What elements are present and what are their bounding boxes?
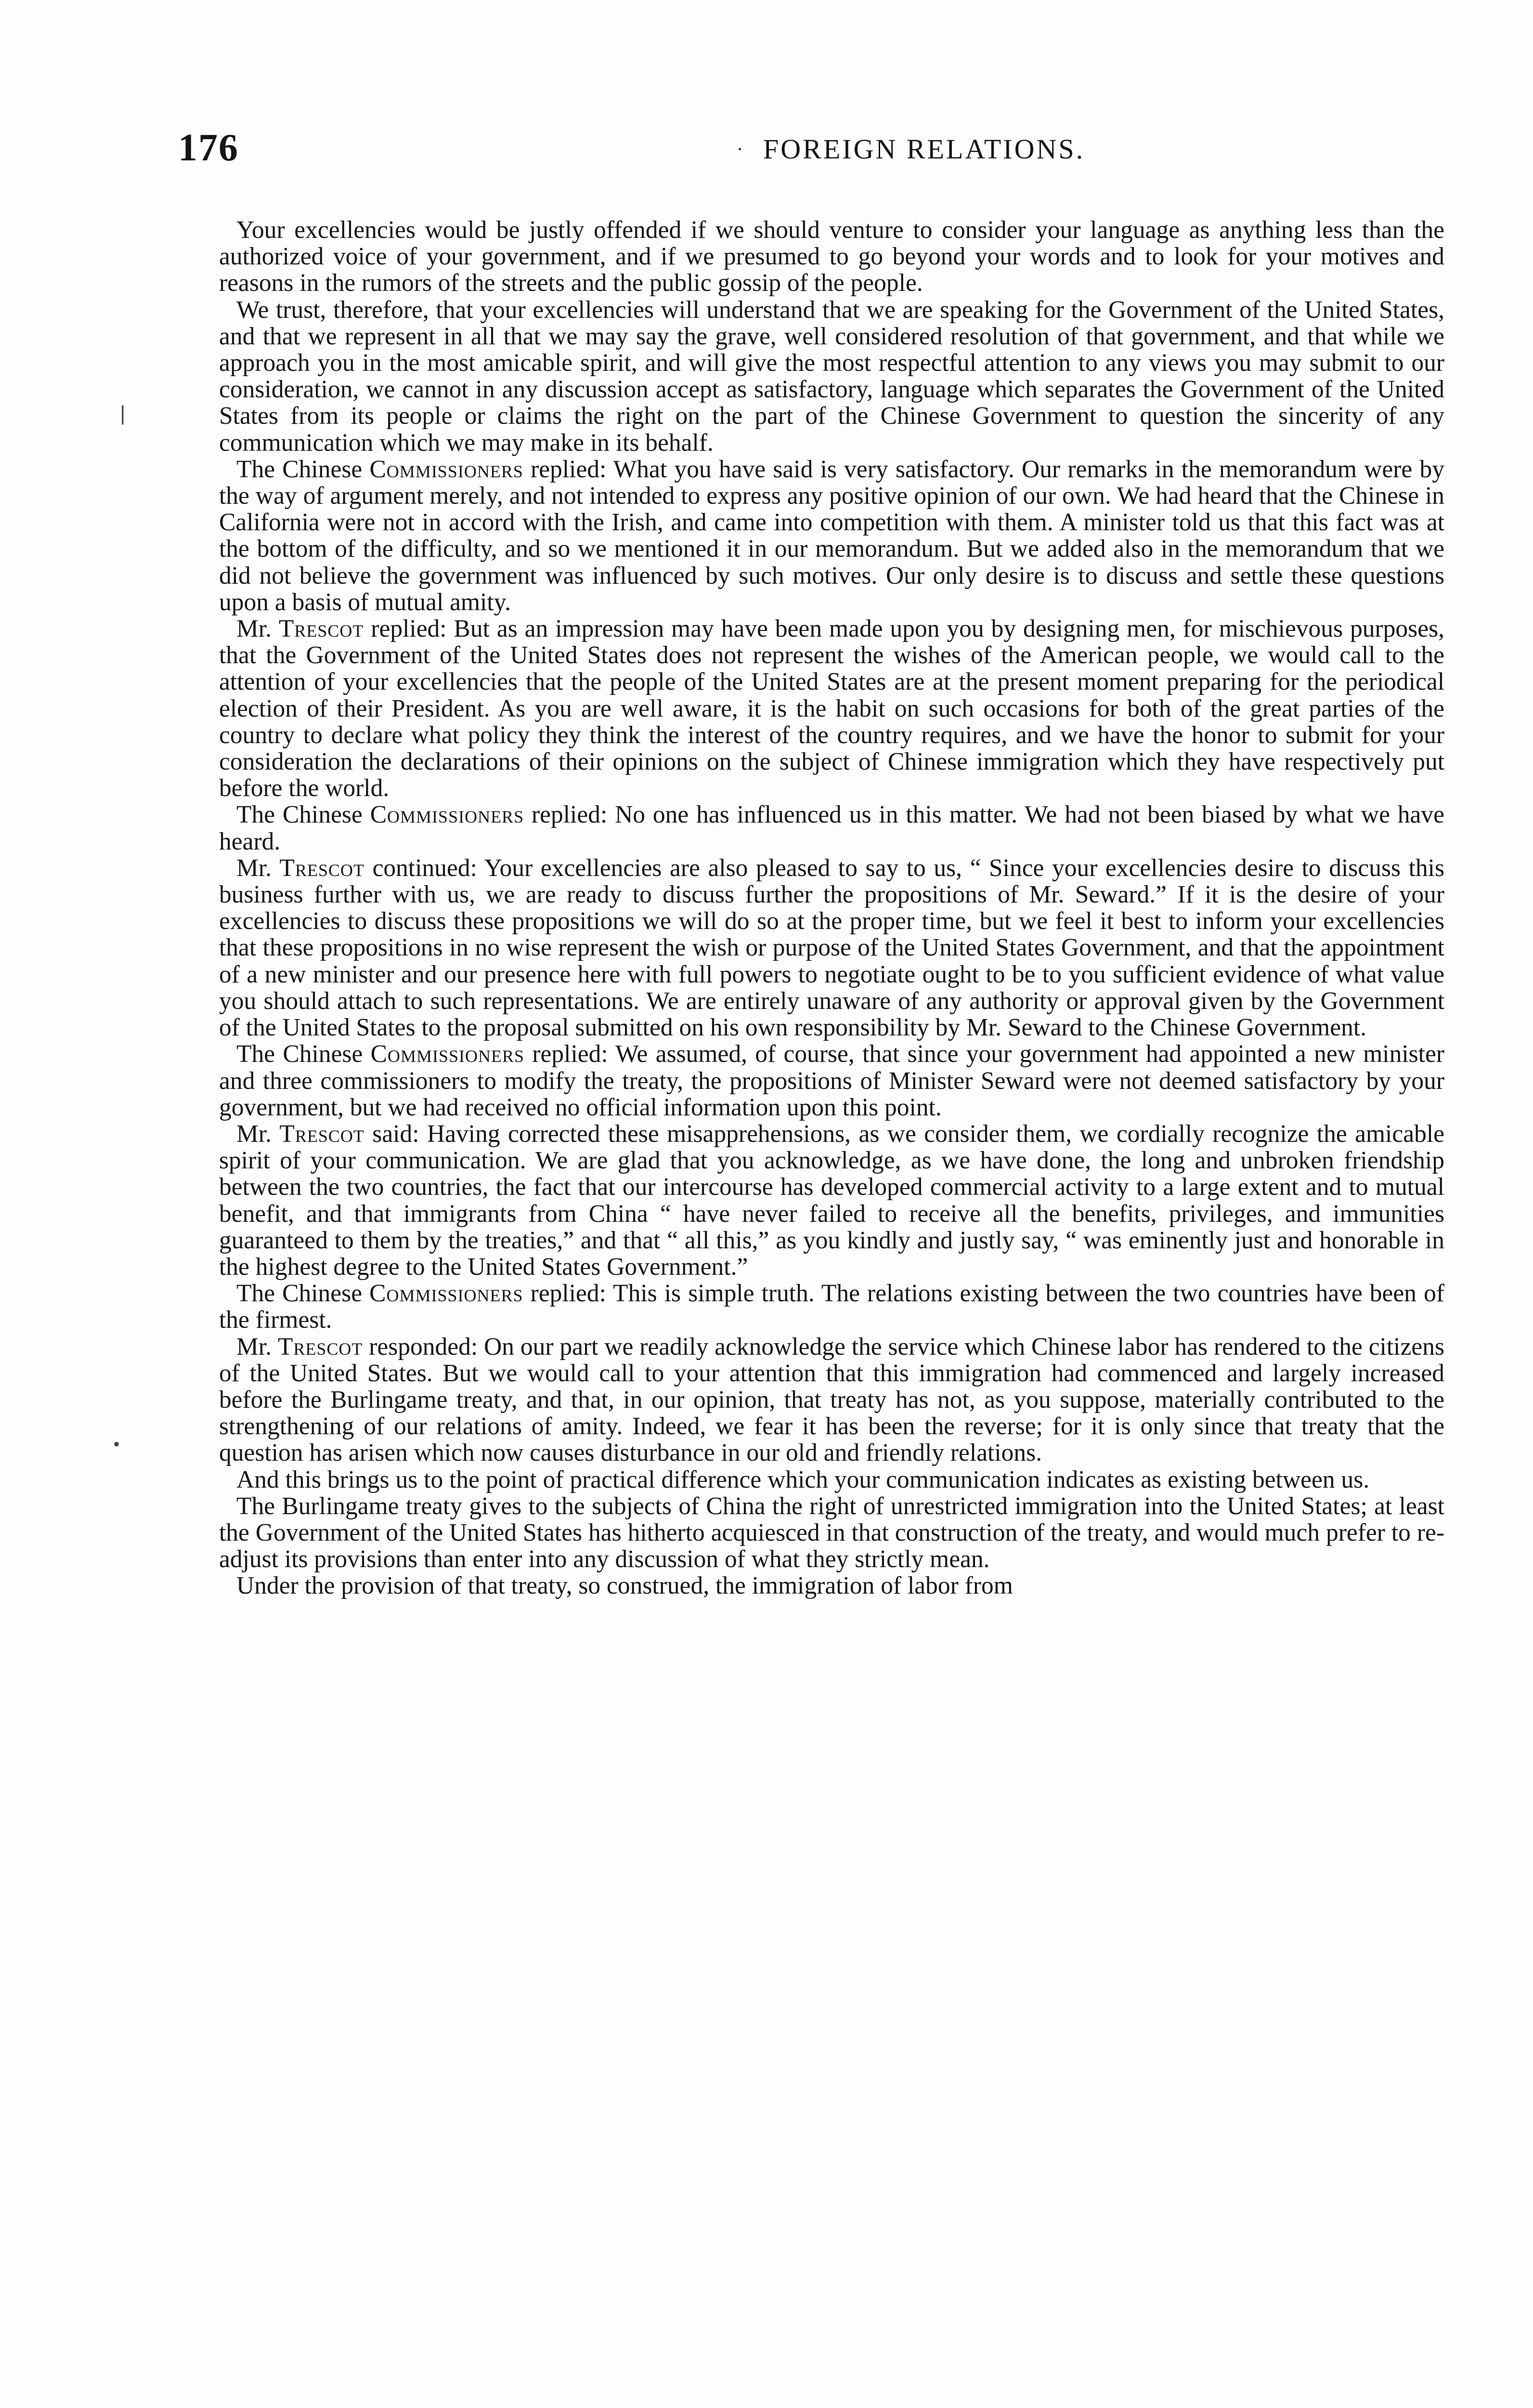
speaker-name: Commissioners bbox=[370, 801, 524, 829]
paragraph-6 bbox=[219, 855, 1444, 1041]
header-dot: · bbox=[737, 138, 743, 160]
paragraph-lead: The Chinese bbox=[236, 801, 370, 829]
paragraph-text: said: Having corrected these misapprehensions, as we consider them, we cordially recognize the amicable spirit of your communication. We are glad that you acknowledge, as we have done, the long and unbroken friendship between the two countries, the fact that our intercourse has developed commercial activity to a large extent and to mutual benefit, and that immigrants from China “ have never failed to receive all the benefits, privileges, and immunities guaranteed to them by the treaties,” and that “ all this,” as you kindly and justly say, “ was eminently just and honorable in the highest degree to the United States Government.” bbox=[219, 1120, 1444, 1281]
paragraph-9 bbox=[219, 1280, 1444, 1333]
paragraph-text: continued: Your excellencies are also pleased to say to us, “ Since your excellencies desire to discuss this business further with us, we are ready to discuss further the propositions of Mr. Seward.” If it is the desire of your excellencies to discuss these propositions we will do so at the proper time, but we feel it best to inform your excellencies that these propositions in no wise represent the wish or purpose of the United States Government, and that the appointment of a new minister and our presence here with full powers to negotiate ought to be to you sufficient evidence of what value you should attach to such representations. We are entirely unaware of any authority or approval given by the Government of the United States to the proposal submitted on his own responsibility by Mr. Seward to the Chinese Government. bbox=[219, 854, 1444, 1042]
speaker-name: Commissioners bbox=[369, 1280, 523, 1308]
running-title: FOREIGN RELATIONS. bbox=[763, 133, 1085, 165]
paragraph-text: replied: No one has influenced us in this matter. We had not been biased by what we have heard. bbox=[219, 801, 1445, 855]
paragraph-lead: The Chinese bbox=[236, 1040, 371, 1068]
speaker-name: Commissioners bbox=[370, 1040, 525, 1068]
paragraph-10 bbox=[219, 1334, 1444, 1466]
paragraph-text: And this brings us to the point of practical difference which your communication indicates as existing between us. bbox=[236, 1466, 1370, 1493]
paragraph-lead: Mr. bbox=[236, 854, 280, 882]
page-header bbox=[178, 126, 1444, 179]
paragraph-11 bbox=[219, 1466, 1444, 1493]
speaker-name: Trescot bbox=[277, 1333, 363, 1361]
body-text bbox=[219, 217, 1444, 1599]
speaker-name: Trescot bbox=[278, 615, 364, 643]
paragraph-text: replied: This is simple truth. The relations existing between the two countries have been of the firmest. bbox=[219, 1280, 1444, 1334]
paragraph-lead: Mr. bbox=[236, 615, 279, 643]
paragraph-text: The Burlingame treaty gives to the subjects of China the right of unrestricted immigration into the United States; at least the Government of the United States has hitherto acquiesced in that construction of the treaty, and would much prefer to readjust its provisions than enter into any discussion of what they strictly mean. bbox=[219, 1492, 1444, 1573]
paragraph-2 bbox=[219, 297, 1444, 456]
margin-mark: ❘ bbox=[115, 403, 131, 424]
paragraph-text: replied: What you have said is very satisfactory. Our remarks in the memorandum were by the way of argument merely, and not intended to express any positive opinion of our own. We had heard that the Chinese in California were not in accord with the Irish, and came into competition with them. A minister told us that this fact was at the bottom of the difficulty, and so we mentioned it in our memorandum. But we added also in the memorandum that we did not believe the government was influenced by such motives. Our only desire is to discuss and settle these questions upon a basis of mutual amity. bbox=[219, 455, 1444, 616]
paragraph-text: responded: On our part we readily acknowledge the service which Chinese labor has rendered to the citizens of the United States. But we would call to your attention that this immigration had commenced and largely increased before the Burlingame treaty, and that, in our opinion, that treaty has not, as you suppose, materially contributed to the strengthening of our relations of amity. Indeed, we fear it has been the reverse; for it is only since that treaty that the question has arisen which now causes disturbance in our old and friendly relations. bbox=[219, 1333, 1444, 1467]
paragraph-13 bbox=[219, 1572, 1444, 1599]
paragraph-text: Your excellencies would be justly offended if we should venture to consider your language as anything less than the authorized voice of your government, and if we presumed to go beyond your words and to look for your motives and reasons in the rumors of the streets and the public gossip of the people. bbox=[219, 216, 1444, 297]
paragraph-text: Under the provision of that treaty, so construed, the immigration of labor from bbox=[236, 1572, 1013, 1600]
paragraph-lead: The Chinese bbox=[236, 455, 370, 483]
paragraph-lead: The Chinese bbox=[236, 1280, 370, 1308]
paragraph-text: replied: But as an impression may have been made upon you by designing men, for mischievous purposes, that the Government of the United States does not represent the wishes of the American people, we would call to the attention of your excellencies that the people of the United States are at the present moment preparing for the periodical election of their President. As you are well aware, it is the habit on such occasions for both of the great parties of the country to declare what policy they think the interest of the country requires, and we have the honor to submit for your consideration the declarations of their opinions on the subject of Chinese immigration which they have respectively put before the world. bbox=[219, 615, 1444, 802]
speaker-name: Trescot bbox=[279, 1120, 364, 1148]
margin-mark: • bbox=[113, 1433, 120, 1455]
paragraph-lead: Mr. bbox=[236, 1120, 280, 1148]
page-number: 176 bbox=[178, 127, 239, 169]
paragraph-4 bbox=[219, 615, 1444, 801]
paragraph-12 bbox=[219, 1493, 1444, 1573]
speaker-name: Commissioners bbox=[369, 455, 523, 483]
paragraph-lead: Mr. bbox=[236, 1333, 278, 1361]
paragraph-5 bbox=[219, 801, 1444, 854]
paragraph-1 bbox=[219, 217, 1444, 297]
paragraph-text: replied: We assumed, of course, that since your government had appointed a new minister and three commissioners to modify the treaty, the propositions of Minister Seward were not deemed satisfactory by your government, but we had received no official information upon this point. bbox=[219, 1040, 1444, 1121]
speaker-name: Trescot bbox=[279, 854, 365, 882]
paragraph-7 bbox=[219, 1041, 1444, 1121]
paragraph-8 bbox=[219, 1121, 1444, 1280]
paragraph-3 bbox=[219, 456, 1444, 615]
paragraph-text: We trust, therefore, that your excellencies will understand that we are speaking for the Government of the United States, and that we represent in all that we may say the grave, well considered resolution of that government, and that while we approach you in the most amicable spirit, and will give the most respectful attention to any views you may submit to our consideration, we cannot in any discussion accept as satisfactory, language which separates the Government of the United States from its people or claims the right on the part of the Chinese Government to question the sincerity of any communication which we may make in its behalf. bbox=[219, 296, 1444, 457]
